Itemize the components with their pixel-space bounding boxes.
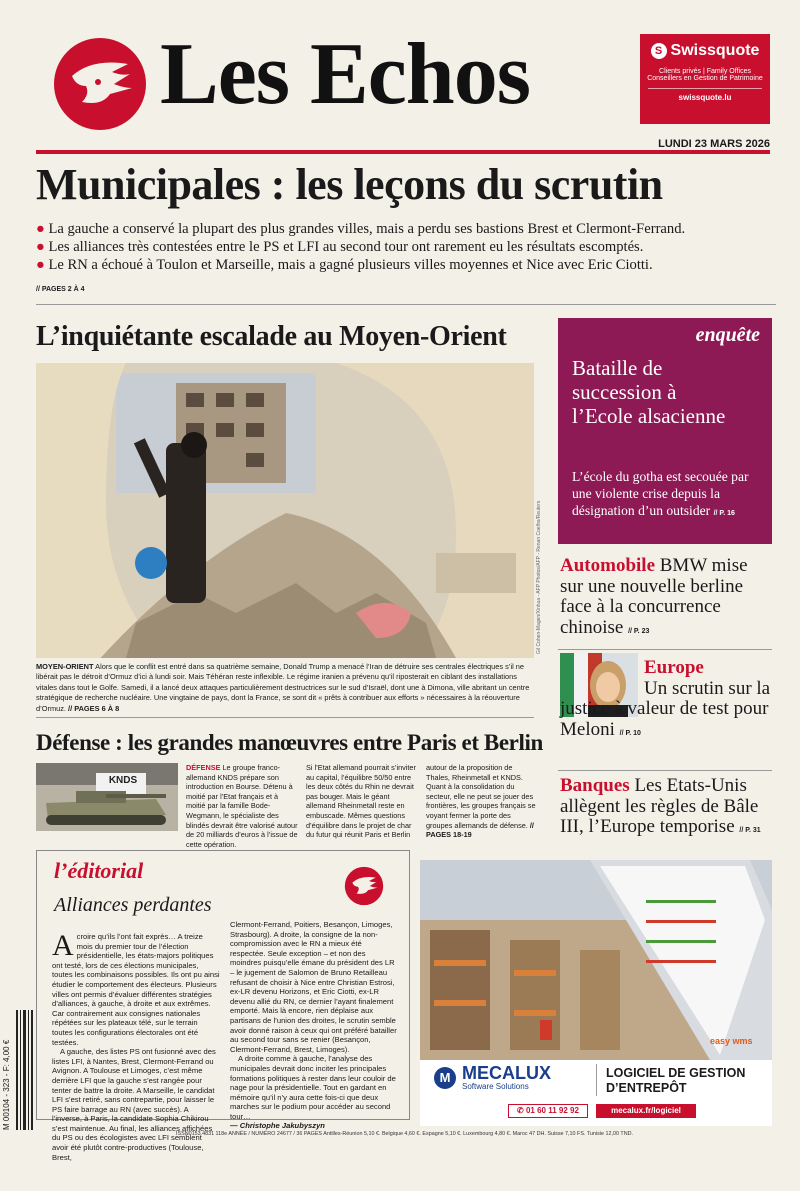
side-story-page[interactable]: // P. 10 [619,729,641,737]
lead-bullet: ● La gauche a conservé la plupart des plus grandes villes, mais a perdu ses bastions Brest et Clermont-Ferrand. [36,221,686,237]
masthead-rule [36,150,770,154]
masthead-title: Les Echos [160,26,530,123]
lead-bullet: ● Le RN a échoué à Toulon et Marseille, mais a gagné plusieurs villes moyennes et Nice avec Eric Ciotti. [36,257,653,273]
swissquote-line2: Conseillers en Gestion de Patrimoine [647,75,763,82]
enquete-label: enquête [695,324,760,346]
section-divider [558,770,772,771]
editorial-title[interactable]: Alliances perdantes [54,894,212,916]
defense-col-1: DÉFENSE Le groupe franco-allemand KNDS prépare son introduction en Bourse. Détenu à moitié par l’Etat français et à moitié par la famille Bode-Wegmann, le spécialiste des blindés devrait être valorisé autour de 20 milliards d’euros à l’issue de cette opération. [186,763,298,849]
lead-bullets [36,220,776,274]
mecalux-phone[interactable]: ✆ 01 60 11 92 92 [508,1104,588,1118]
mecalux-brand: MECALUX [462,1063,551,1083]
editorial-dropcap: A [52,929,74,962]
phone-icon: ✆ [517,1106,526,1115]
side-story-kicker: Banques [560,775,630,796]
editorial-col-1: A croire qu’ils l’ont fait exprès… A treize mois du premier tour de l’élection présidentielle, les états-majors politiques ont testé, lors de ces élections municipales, toutes les combinaisons possibles. Ils ont pu ainsi étudier le comportement des électeurs. Plusieurs villes ont permis d’évaluer différentes stratégies d’alliances, à gauche, à droite et aux extrêmes. Car contrairement aux consignes nationales répétées sur les plateaux télé, sur le terrain toutes les configurations électorales ont été testées. A gauche, des listes PS ont fusionné avec des listes LFI, à Nantes, Brest, Clermont-Ferrand ou Avignon. A Toulouse et Limoges, c’est même derrière LFI que la gauche s’est rangée pour tenter de battre la droite. A Marseille, le candidat LFI s’est retiré, sans contrepartie, pour laisser le PS faire barrage au RN (avec succès). A l’inverse, à Paris, la candidate Sophia Chikirou s’est maintenue. Au final, les alliances affichées du PS ou des écologistes avec LFI semblent avoir été plutôt contre-productives (Toulouse, Brest, [52,929,220,1162]
defense-label: DÉFENSE [186,763,221,772]
mecalux-divider [596,1064,597,1096]
masthead-date: LUNDI 23 MARS 2026 [658,138,770,150]
side-story-page[interactable]: // P. 23 [628,627,650,635]
section-divider [36,717,534,718]
enquete-page[interactable]: // P. 16 [713,510,735,517]
editorial-label: l’éditorial [54,858,144,883]
defense-col-3: autour de la proposition de Thales, Rheinmetall et KNDS. Quant à la consolidation du secteur, elle ne peut se jouer des frontières, les groupes français se voyant fermer la porte des groupes allemands de défense. // PAGES 18-19 [426,763,536,840]
defense-headline[interactable]: Défense : les grandes manœuvres entre Paris et Berlin [36,730,543,755]
editorial-col-2: Clermont-Ferrand, Poitiers, Besançon, Limoges, Strasbourg). A droite, la consigne de la non-compromission avec le RN a mieux été respectée. Seule exception – et non des moindres puisqu’elle émane du président des LR – le jugement de Salomon de Bruno Retailleau refusant de choisir à Nice entre Christian Estrosi, ex-LR devenu Horizons, et Eric Ciotti, ex-LR devenu allié du RN, ce dernier l’ayant finalement emporté. Mais là encore, rien déplaise aux partisans de l’union des droites, le scrutin semble avoir donné raison à ceux qui ont préféré batailler au second tour sans se renier (Besançon, Clermont-Ferrand, Brest, Limoges). A droite comme à gauche, l’analyse des municipales devrait donc inciter les principales formations politiques à rester dans leur couloir de nage pour la présidentielle. Tout en gardant en mémoire qu’il n’y aura cette fois-ci que deux marches sur le podium pour accéder au second tour… — Christophe Jakubyszyn [230,920,397,1131]
mecalux-icon: M [434,1067,456,1089]
editorial-logo [344,866,384,906]
side-story-kicker: Europe [644,657,704,678]
mecalux-ad[interactable] [420,860,772,1126]
defense-photo [36,763,178,831]
side-story-title: BMW mise sur une nouvelle berline face à la concurrence chinoise [560,555,748,638]
swissquote-brand: S Swissquote [640,42,770,60]
masthead-logo [52,36,148,132]
side-story-banques[interactable] [560,776,774,842]
swissquote-icon: S [651,43,667,59]
lead-bullet: ● Les alliances très contestées entre le PS et LFI au second tour ont rarement eu les résultats escomptés. [36,239,644,255]
swissquote-url: swissquote.lu [678,93,732,102]
lead-headline: Municipales : les leçons du scrutin [36,160,663,209]
side-story-kicker: Automobile [560,555,655,576]
section-divider [36,304,776,305]
photo-credit: Gil Cohen-Magen/Xinhua - AFP Photos/AFP - Renan Coelho/Reuters [536,500,542,654]
lead-pages[interactable]: // PAGES 2 À 4 [36,286,85,293]
caption-text: Alors que le conflit est entré dans sa quatrième semaine, Donald Trump a menacé l’Iran de détruire ses centrales électriques s’il ne libérait pas le détroit d’Ormuz d’ici à lundi soir. Mais Téhéran reste inflexible. Le régime iranien a prévenu qu’il riposterait en ciblant des installations vitales dans tout le Golfe. Samedi, il a lancé deux attaques particulièrement destructrices sur le sud d’Israël, dont une à Dimona, ville abritant un centre stratégique de recherche nucléaire. Une vingtaine de pays, dont la France, se sont dit « prêts à contribuer aux efforts » nécessaires à la réouverture d’Ormuz. [36,662,530,713]
side-story-europe[interactable] [560,658,774,744]
mecalux-url[interactable]: mecalux.fr/logiciel [596,1104,696,1118]
defense-col-2: Si l’Etat allemand pourrait s’inviter au capital, l’équilibre 50/50 entre les deux côtés du Rhin ne devrait pas bouger. Mais le géant allemand Rheinmetall reste en embuscade. Mêmes questions d’équilibre dans le projet de char du futur qui réunit Paris et Berlin [306,763,416,840]
enquete-text: L’école du gotha est secouée par une violente crise depuis la désignation d’un outsider // P. 16 [572,469,749,518]
side-story-title: Un scrutin sur la justice à valeur de test pour Meloni // P. 10 [560,677,771,740]
mecalux-sub: Software Solutions [462,1082,529,1091]
caption-label: MOYEN-ORIENT [36,662,94,671]
barcode [14,1010,34,1130]
defense-vehicle-label: KNDS [108,775,138,786]
middle-east-caption [36,662,534,714]
middle-east-headline[interactable]: L’inquiétante escalade au Moyen-Orient [36,321,507,352]
mecalux-tagline: LOGICIEL DE GESTION D’ENTREPÔT [606,1066,746,1095]
swissquote-ad[interactable] [640,34,770,124]
barcode-text: M 00104 - 323 - F: 4,00 € [2,1039,11,1130]
side-story-automobile[interactable] [560,556,774,642]
mecalux-tablet-logo: easy wms [710,1036,753,1046]
enquete-box[interactable] [558,318,772,544]
swissquote-line1: Clients privés | Family Offices [659,68,751,75]
caption-pages[interactable]: // PAGES 6 À 8 [68,703,120,713]
footer-issn: ISSN0153.4831 118e ANNÉE / NUMÉRO 24677 / 36 PAGES Antilles-Réunion 5,10 €. Belgique 4,60 €. Espagne 5,10 €. Luxembourg 4,80 €. Maroc 47 DH. Suisse 7,10 FS. Tunisie 12,00 TND. [176,1131,633,1137]
section-divider [558,649,772,650]
editorial-author: — Christophe Jakubyszyn [230,1121,325,1131]
middle-east-photo [36,363,534,658]
side-story-title: Les Etats-Unis allègent les règles de Bâle III, l’Europe temporise [560,775,759,837]
side-story-page[interactable]: // P. 31 [739,827,761,834]
mecalux-logo [434,1064,594,1091]
enquete-title: Bataille de succession à l’Ecole alsacienne [572,356,726,428]
defense-pages[interactable]: // PAGES 18-19 [426,820,534,840]
